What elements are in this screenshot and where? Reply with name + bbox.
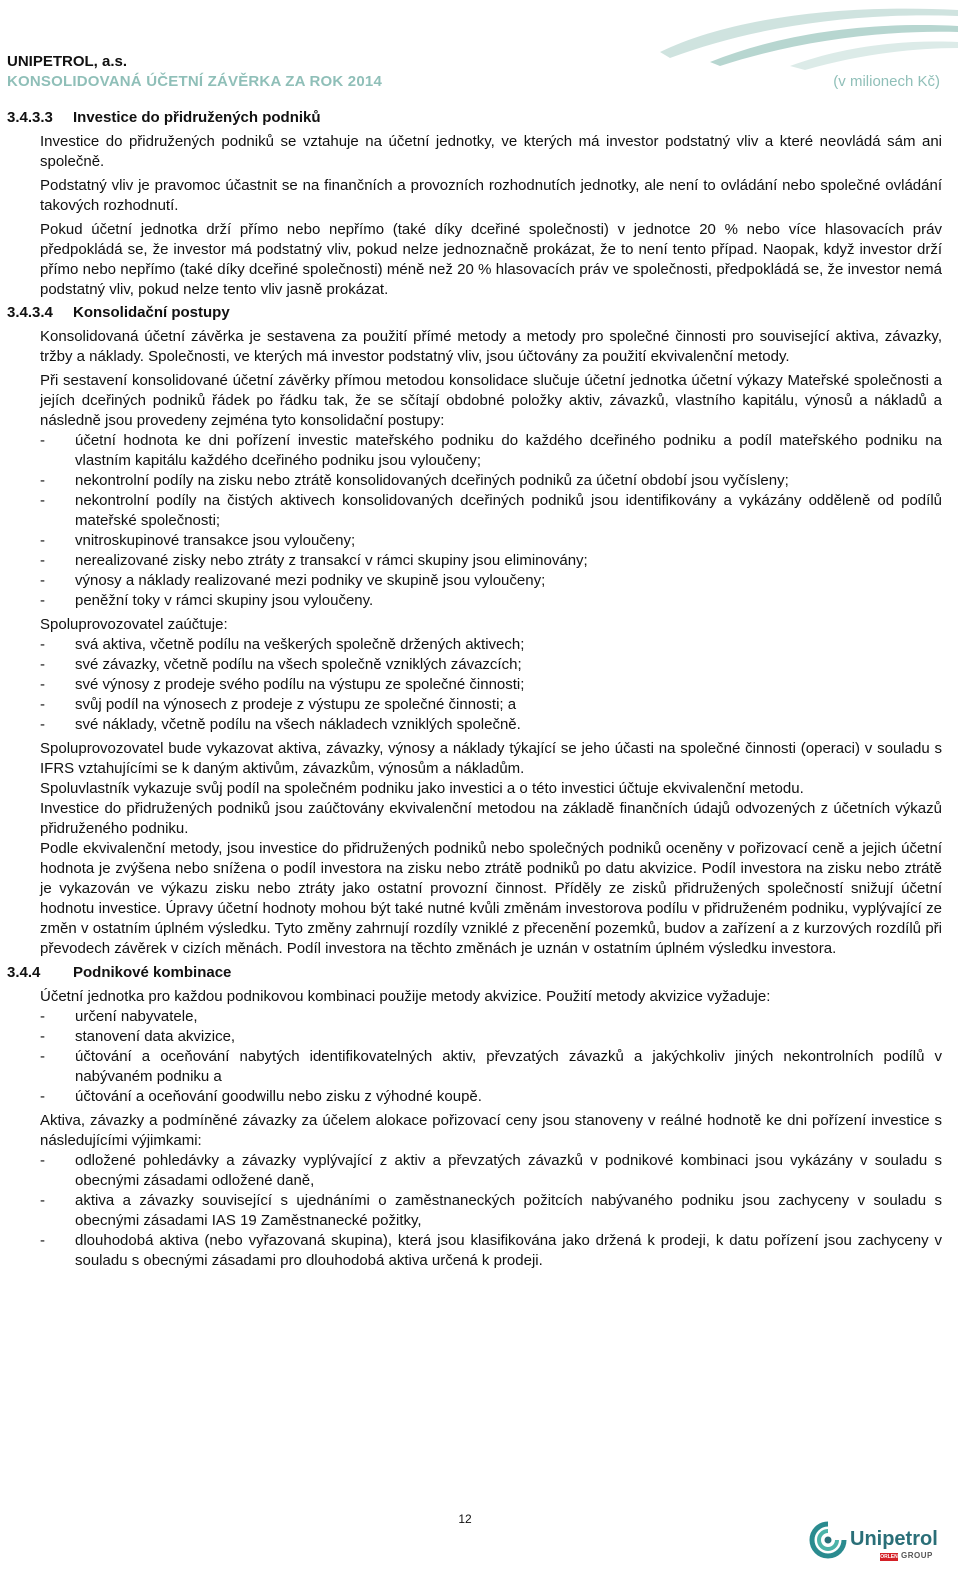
paragraph: Investice do přidružených podniků jsou zaúčtovány ekvivalenční metodou na základě finančních údajů odvozených z účetních výkazů přidruženého podniku. bbox=[40, 800, 942, 837]
page-number: 12 bbox=[458, 1512, 472, 1526]
orlen-badge bbox=[880, 1553, 898, 1561]
report-title: KONSOLIDOVANÁ ÚČETNÍ ZÁVĚRKA ZA ROK 2014 bbox=[7, 73, 382, 90]
company-name: UNIPETROL, a.s. bbox=[7, 53, 128, 70]
list-item: - dlouhodobá aktiva (nebo vyřazovaná skupina), která jsou klasifikována jako držená k prodeji, k datu pořízení jsou zachyceny v souladu s obecnými zásadami pro dlouhodobá aktiva určená k prodeji. bbox=[40, 1231, 942, 1271]
acquisition-method-list bbox=[0, 1007, 960, 1107]
list-item: - své náklady, včetně podílu na všech nákladech vzniklých společně. bbox=[40, 715, 942, 735]
list-item: - odložené pohledávky a závazky vyplývající z aktiv a převzatých závazků v podnikové kombinaci jsou vykázány v souladu s obecnými zásadami odložené daně, bbox=[40, 1151, 942, 1191]
exceptions-list bbox=[0, 1151, 960, 1271]
paragraph: Spoluprovozovatel zaúčtuje: bbox=[40, 616, 228, 633]
section-heading-344 bbox=[0, 963, 960, 983]
list-item: - nekontrolní podíly na čistých aktivech konsolidovaných dceřiných podniků jsou identifikovány a vykázány odděleně od podílů mateřské společnosti; bbox=[40, 491, 942, 531]
list-item: - určení nabyvatele, bbox=[40, 1007, 942, 1027]
paragraph: Účetní jednotka pro každou podnikovou kombinaci použije metody akvizice. Použití metody akvizice vyžaduje: bbox=[40, 988, 771, 1005]
paragraph: Podstatný vliv je pravomoc účastnit se na finančních a provozních rozhodnutích jednotky, ale není to ovládání nebo společné ovládání takových rozhodnutí. bbox=[40, 177, 942, 214]
section-number: 3.4.4 bbox=[7, 964, 41, 981]
list-item: - nekontrolní podíly na zisku nebo ztrátě konsolidovaných dceřiných podniků za účetní období jsou vyčísleny; bbox=[40, 471, 942, 491]
paragraph: Podle ekvivalenční metody, jsou investice do přidružených podniků nebo společných podniků oceněny v pořizovací ceně a jejich účetní hodnota je zvýšena nebo snížena o podíl investora na zisku nebo ztrátě podniků po datu akvizice. Podíl investora na zisku nebo ztrátě je vykazován ve výkazu zisku nebo ztráty jako ostatní provozní činnost. Příděly ze zisků přidružených společností snižují účetní hodnotu investice. Úpravy účetní hodnoty mohou být také nutné kvůli změnám investorova podílu v přidruženém podniku, vyplývající ze změn v ostatním úplném výsledku. Tyto změny zahrnují rozdíly vzniklé z přecenění pozemků, budov a zařízení a z kurzových rozdílů při převodech závěrek v cizích měnách. Podíl investora na těchto změnách je uznán v ostatním úplném výsledku investora. bbox=[40, 840, 942, 957]
section-number: 3.4.3.3 bbox=[7, 109, 53, 126]
consolidation-procedures-list bbox=[0, 431, 960, 611]
list-item: - svá aktiva, včetně podílu na veškerých společně držených aktivech; bbox=[40, 635, 942, 655]
list-item: - své závazky, včetně podílu na všech společně vzniklých závazcích; bbox=[40, 655, 942, 675]
paragraph: Pokud účetní jednotka drží přímo nebo nepřímo (také díky dceřiné společnosti) v jednotce 20 % nebo více hlasovacích práv předpokládá se, že investor má podstatný vliv, pokud nelze jednoznačně prokázat, že to není tento případ. Naopak, když investor drží přímo nebo nepřímo (také díky dceřiné společnosti) méně než 20 % hlasovacích práv ve společnosti, předpokládá se, že investor nemá podstatný vliv, pokud nelze tento vliv jasně prokázat. bbox=[40, 221, 942, 298]
list-item: - účetní hodnota ke dni pořízení investic mateřského podniku do každého dceřiného podniku a podíl mateřského podniku na vlastním kapitálu každého dceřiného podniku jsou vyloučeny; bbox=[40, 431, 942, 471]
list-item: - vnitroskupinové transakce jsou vyloučeny; bbox=[40, 531, 942, 551]
list-item: - stanovení data akvizice, bbox=[40, 1027, 942, 1047]
orlen-badge-text: ORLEN bbox=[880, 1554, 898, 1560]
section-heading-3434 bbox=[0, 303, 960, 323]
list-item: - účtování a oceňování goodwillu nebo zisku z výhodné koupě. bbox=[40, 1087, 942, 1107]
section-title: Podnikové kombinace bbox=[73, 964, 232, 981]
list-item: - peněžní toky v rámci skupiny jsou vyloučeny. bbox=[40, 591, 942, 611]
document-body bbox=[0, 108, 960, 1271]
logo-group-label: GROUP bbox=[901, 1551, 933, 1560]
list-item: - výnosy a náklady realizované mezi podniky ve skupině jsou vyloučeny; bbox=[40, 571, 942, 591]
section-heading-3433 bbox=[0, 108, 960, 128]
paragraph: Investice do přidružených podniků se vztahuje na účetní jednotky, ve kterých má investor podstatný vliv a které neovládá sám ani společně. bbox=[40, 133, 942, 170]
section-title: Investice do přidružených podniků bbox=[73, 109, 321, 126]
list-item: - nerealizované zisky nebo ztráty z transakcí v rámci skupiny jsou eliminovány; bbox=[40, 551, 942, 571]
section-number: 3.4.3.4 bbox=[7, 304, 53, 321]
logo-wordmark: Unipetrol bbox=[850, 1528, 938, 1550]
list-item: - své výnosy z prodeje svého podílu na výstupu ze společné činnosti; bbox=[40, 675, 942, 695]
section-title: Konsolidační postupy bbox=[73, 304, 230, 321]
paragraph: Při sestavení konsolidované účetní závěrky přímou metodou konsolidace slučuje účetní jednotka účetní výkazy Mateřské společnosti a jejích dceřiných podniků řádek po řádku tak, že se sčítají obdobné položky aktiv, závazků, vlastního kapitálu, výnosů a nákladů a následně jsou provedeny zejména tyto konsolidační postupy: bbox=[40, 372, 942, 429]
paragraph: Spoluprovozovatel bude vykazovat aktiva, závazky, výnosy a náklady týkající se jeho účasti na společné činnosti (operaci) v souladu s IFRS vztahujícími se k daným aktivům, závazkům, výnosům a nákladům. bbox=[40, 740, 942, 777]
list-item: - aktiva a závazky související s ujednáními o zaměstnaneckých požitcích nabývaného podniku jsou zachyceny v souladu s obecnými zásadami IAS 19 Zaměstnanecké požitky, bbox=[40, 1191, 942, 1231]
joint-operator-list bbox=[0, 635, 960, 735]
paragraph: Aktiva, závazky a podmíněné závazky za účelem alokace pořizovací ceny jsou stanoveny v reálné hodnotě ke dni pořízení investice s následujícími výjimkami: bbox=[40, 1112, 942, 1149]
list-item: - účtování a oceňování nabytých identifikovatelných aktiv, převzatých závazků a jakýchkoliv jiných nekontrolních podílů v nabývaném podniku a bbox=[40, 1047, 942, 1087]
list-item: - svůj podíl na výnosech z prodeje z výstupu ze společné činnosti; a bbox=[40, 695, 942, 715]
paragraph: Spoluvlastník vykazuje svůj podíl na společném podniku jako investici a o této investici účtuje ekvivalenční metodu. bbox=[40, 780, 804, 797]
unipetrol-logo bbox=[808, 1520, 948, 1570]
header-swoosh-graphic bbox=[640, 0, 960, 70]
paragraph: Konsolidovaná účetní závěrka je sestavena za použití přímé metody a metody pro společné činnosti pro související aktiva, závazky, tržby a náklady. Společnosti, ve kterých má investor podstatný vliv, jsou účtovány za použití ekvivalenční metody. bbox=[40, 328, 942, 365]
unit-note: (v milionech Kč) bbox=[833, 73, 940, 90]
unipetrol-logo-icon bbox=[808, 1520, 848, 1564]
